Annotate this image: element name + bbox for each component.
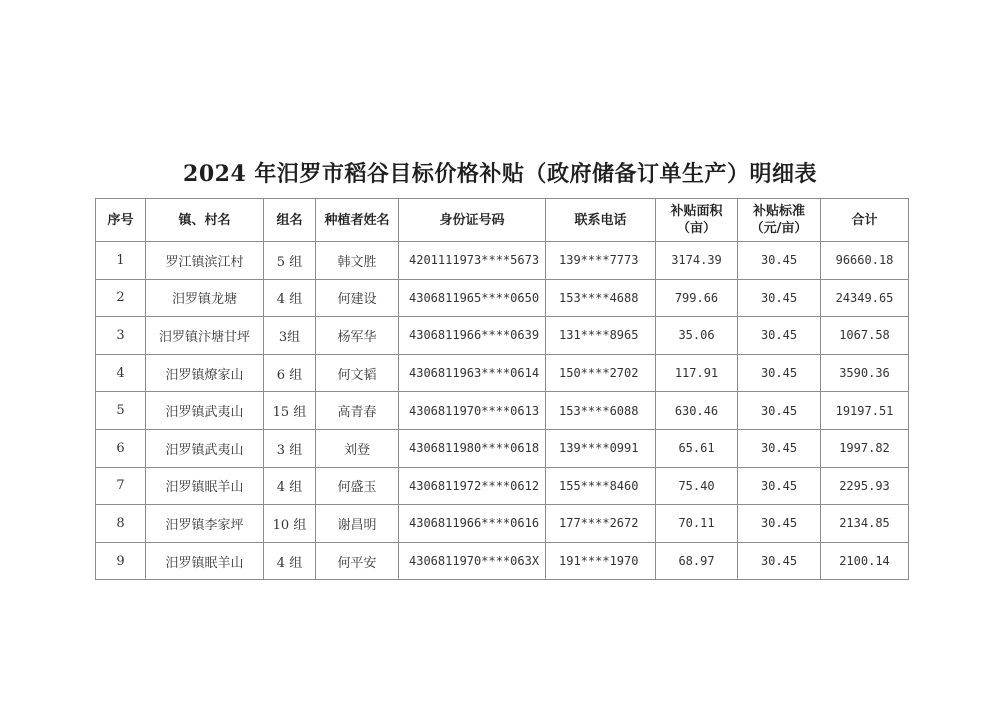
cell-phone: 139****0991 xyxy=(546,429,656,467)
cell-phone: 139****7773 xyxy=(546,242,656,280)
table-row xyxy=(96,467,909,505)
cell-total: 2134.85 xyxy=(821,505,909,543)
table-row xyxy=(96,429,909,467)
cell-id: 4306811970****0613 xyxy=(399,392,546,430)
header-village: 镇、村名 xyxy=(146,199,264,242)
cell-no: 8 xyxy=(96,505,146,543)
cell-area: 70.11 xyxy=(656,505,738,543)
table-row xyxy=(96,317,909,355)
cell-village: 汨罗镇龙塘 xyxy=(146,279,264,317)
cell-village: 汨罗镇李家坪 xyxy=(146,505,264,543)
cell-total: 2295.93 xyxy=(821,467,909,505)
cell-area: 799.66 xyxy=(656,279,738,317)
cell-group: 15 组 xyxy=(264,392,316,430)
cell-phone: 131****8965 xyxy=(546,317,656,355)
cell-group: 6 组 xyxy=(264,354,316,392)
cell-no: 2 xyxy=(96,279,146,317)
cell-village: 汨罗镇武夷山 xyxy=(146,392,264,430)
table-row xyxy=(96,354,909,392)
cell-phone: 155****8460 xyxy=(546,467,656,505)
cell-rate: 30.45 xyxy=(738,242,821,280)
subsidy-detail-table xyxy=(95,198,909,580)
cell-phone: 177****2672 xyxy=(546,505,656,543)
cell-phone: 150****2702 xyxy=(546,354,656,392)
cell-id: 4306811970****063X xyxy=(399,542,546,580)
cell-total: 2100.14 xyxy=(821,542,909,580)
cell-area: 117.91 xyxy=(656,354,738,392)
header-no: 序号 xyxy=(96,199,146,242)
cell-no: 1 xyxy=(96,242,146,280)
cell-village: 汨罗镇眠羊山 xyxy=(146,542,264,580)
cell-name: 高青春 xyxy=(316,392,399,430)
cell-id: 4306811966****0616 xyxy=(399,505,546,543)
table-row xyxy=(96,505,909,543)
cell-name: 杨军华 xyxy=(316,317,399,355)
cell-village: 汨罗镇汴塘甘坪 xyxy=(146,317,264,355)
cell-name: 刘登 xyxy=(316,429,399,467)
header-rate-line1: 补贴标准 xyxy=(752,204,805,219)
table-body xyxy=(96,242,909,580)
cell-phone: 153****4688 xyxy=(546,279,656,317)
page-title: 2024 年汨罗市稻谷目标价格补贴（政府储备订单生产）明细表 xyxy=(183,161,817,187)
cell-total: 3590.36 xyxy=(821,354,909,392)
table-row xyxy=(96,242,909,280)
cell-no: 9 xyxy=(96,542,146,580)
cell-name: 何盛玉 xyxy=(316,467,399,505)
cell-area: 35.06 xyxy=(656,317,738,355)
cell-village: 罗江镇滨江村 xyxy=(146,242,264,280)
cell-id: 4306811963****0614 xyxy=(399,354,546,392)
cell-area: 75.40 xyxy=(656,467,738,505)
header-rate xyxy=(738,199,821,242)
cell-rate: 30.45 xyxy=(738,354,821,392)
cell-rate: 30.45 xyxy=(738,505,821,543)
cell-no: 5 xyxy=(96,392,146,430)
cell-phone: 191****1970 xyxy=(546,542,656,580)
cell-id: 4201111973****5673 xyxy=(399,242,546,280)
header-name: 种植者姓名 xyxy=(316,199,399,242)
table-header-row xyxy=(96,199,909,242)
cell-rate: 30.45 xyxy=(738,429,821,467)
cell-total: 1067.58 xyxy=(821,317,909,355)
cell-id: 4306811972****0612 xyxy=(399,467,546,505)
cell-village: 汨罗镇燎家山 xyxy=(146,354,264,392)
cell-total: 1997.82 xyxy=(821,429,909,467)
cell-name: 何文韬 xyxy=(316,354,399,392)
cell-area: 630.46 xyxy=(656,392,738,430)
cell-id: 4306811966****0639 xyxy=(399,317,546,355)
cell-rate: 30.45 xyxy=(738,317,821,355)
cell-id: 4306811965****0650 xyxy=(399,279,546,317)
cell-total: 96660.18 xyxy=(821,242,909,280)
cell-area: 68.97 xyxy=(656,542,738,580)
header-rate-line2: （元/亩） xyxy=(750,221,808,236)
header-phone: 联系电话 xyxy=(546,199,656,242)
cell-rate: 30.45 xyxy=(738,542,821,580)
cell-village: 汨罗镇眠羊山 xyxy=(146,467,264,505)
cell-rate: 30.45 xyxy=(738,467,821,505)
cell-village: 汨罗镇武夷山 xyxy=(146,429,264,467)
cell-no: 3 xyxy=(96,317,146,355)
header-area-line1: 补贴面积 xyxy=(670,204,723,219)
table-row xyxy=(96,542,909,580)
header-total: 合计 xyxy=(821,199,909,242)
cell-rate: 30.45 xyxy=(738,279,821,317)
header-area-line2: （亩） xyxy=(676,221,716,236)
header-group: 组名 xyxy=(264,199,316,242)
cell-group: 4 组 xyxy=(264,542,316,580)
cell-name: 谢昌明 xyxy=(316,505,399,543)
cell-rate: 30.45 xyxy=(738,392,821,430)
cell-name: 韩文胜 xyxy=(316,242,399,280)
table-row xyxy=(96,279,909,317)
cell-total: 19197.51 xyxy=(821,392,909,430)
cell-group: 10 组 xyxy=(264,505,316,543)
cell-group: 5 组 xyxy=(264,242,316,280)
cell-total: 24349.65 xyxy=(821,279,909,317)
cell-phone: 153****6088 xyxy=(546,392,656,430)
cell-group: 3 组 xyxy=(264,429,316,467)
cell-group: 4 组 xyxy=(264,467,316,505)
cell-no: 6 xyxy=(96,429,146,467)
cell-no: 4 xyxy=(96,354,146,392)
header-area xyxy=(656,199,738,242)
cell-group: 3组 xyxy=(264,317,316,355)
cell-no: 7 xyxy=(96,467,146,505)
table-row xyxy=(96,392,909,430)
cell-group: 4 组 xyxy=(264,279,316,317)
cell-area: 65.61 xyxy=(656,429,738,467)
cell-id: 4306811980****0618 xyxy=(399,429,546,467)
header-id: 身份证号码 xyxy=(399,199,546,242)
cell-area: 3174.39 xyxy=(656,242,738,280)
cell-name: 何建设 xyxy=(316,279,399,317)
cell-name: 何平安 xyxy=(316,542,399,580)
